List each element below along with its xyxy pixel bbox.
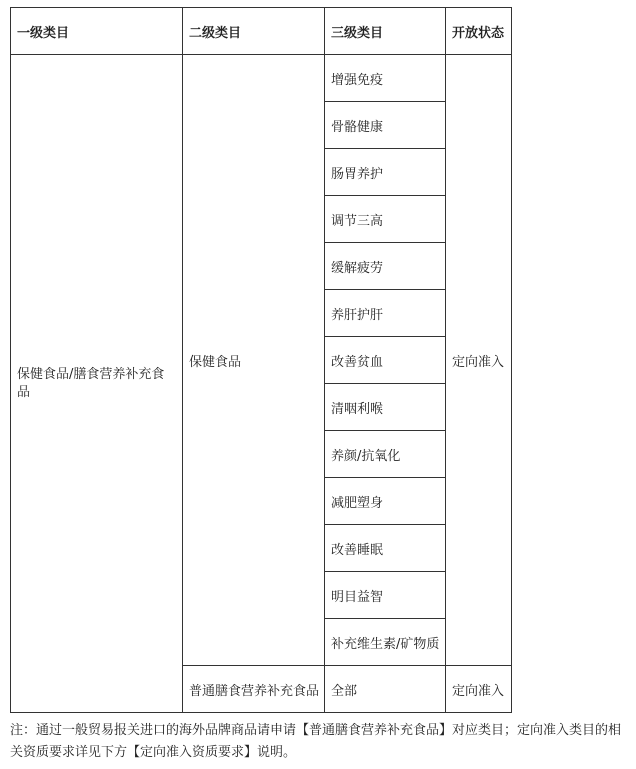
status-cell: 定向准入	[446, 666, 512, 713]
level3-category-cell: 改善贫血	[325, 337, 446, 384]
header-level1: 一级类目	[11, 8, 183, 55]
header-status: 开放状态	[446, 8, 512, 55]
level3-category-cell: 全部	[325, 666, 446, 713]
level3-category-cell: 补充维生素/矿物质	[325, 619, 446, 666]
level2-category-cell: 普通膳食营养补充食品	[183, 666, 325, 713]
level3-category-cell: 增强免疫	[325, 55, 446, 102]
level1-category-cell: 保健食品/膳食营养补充食品	[11, 55, 183, 713]
level3-category-cell: 骨骼健康	[325, 102, 446, 149]
table-row	[11, 55, 512, 102]
level3-category-cell: 改善睡眠	[325, 525, 446, 572]
level3-category-cell: 明目益智	[325, 572, 446, 619]
level3-category-cell: 缓解疲劳	[325, 243, 446, 290]
status-cell: 定向准入	[446, 55, 512, 666]
table-header-row	[11, 8, 512, 55]
level3-category-cell: 调节三高	[325, 196, 446, 243]
footnote: 注：通过一般贸易报关进口的海外品牌商品请申请【普通膳食营养补充食品】对应类目；定向准入类目的相关资质要求详见下方【定向准入资质要求】说明。	[10, 723, 622, 760]
level3-category-cell: 养肝护肝	[325, 290, 446, 337]
header-level2: 二级类目	[183, 8, 325, 55]
header-level3: 三级类目	[325, 8, 446, 55]
category-table	[10, 7, 512, 713]
level2-category-cell: 保健食品	[183, 55, 325, 666]
level3-category-cell: 减肥塑身	[325, 478, 446, 525]
level3-category-cell: 肠胃养护	[325, 149, 446, 196]
level3-category-cell: 清咽利喉	[325, 384, 446, 431]
level3-category-cell: 养颜/抗氧化	[325, 431, 446, 478]
